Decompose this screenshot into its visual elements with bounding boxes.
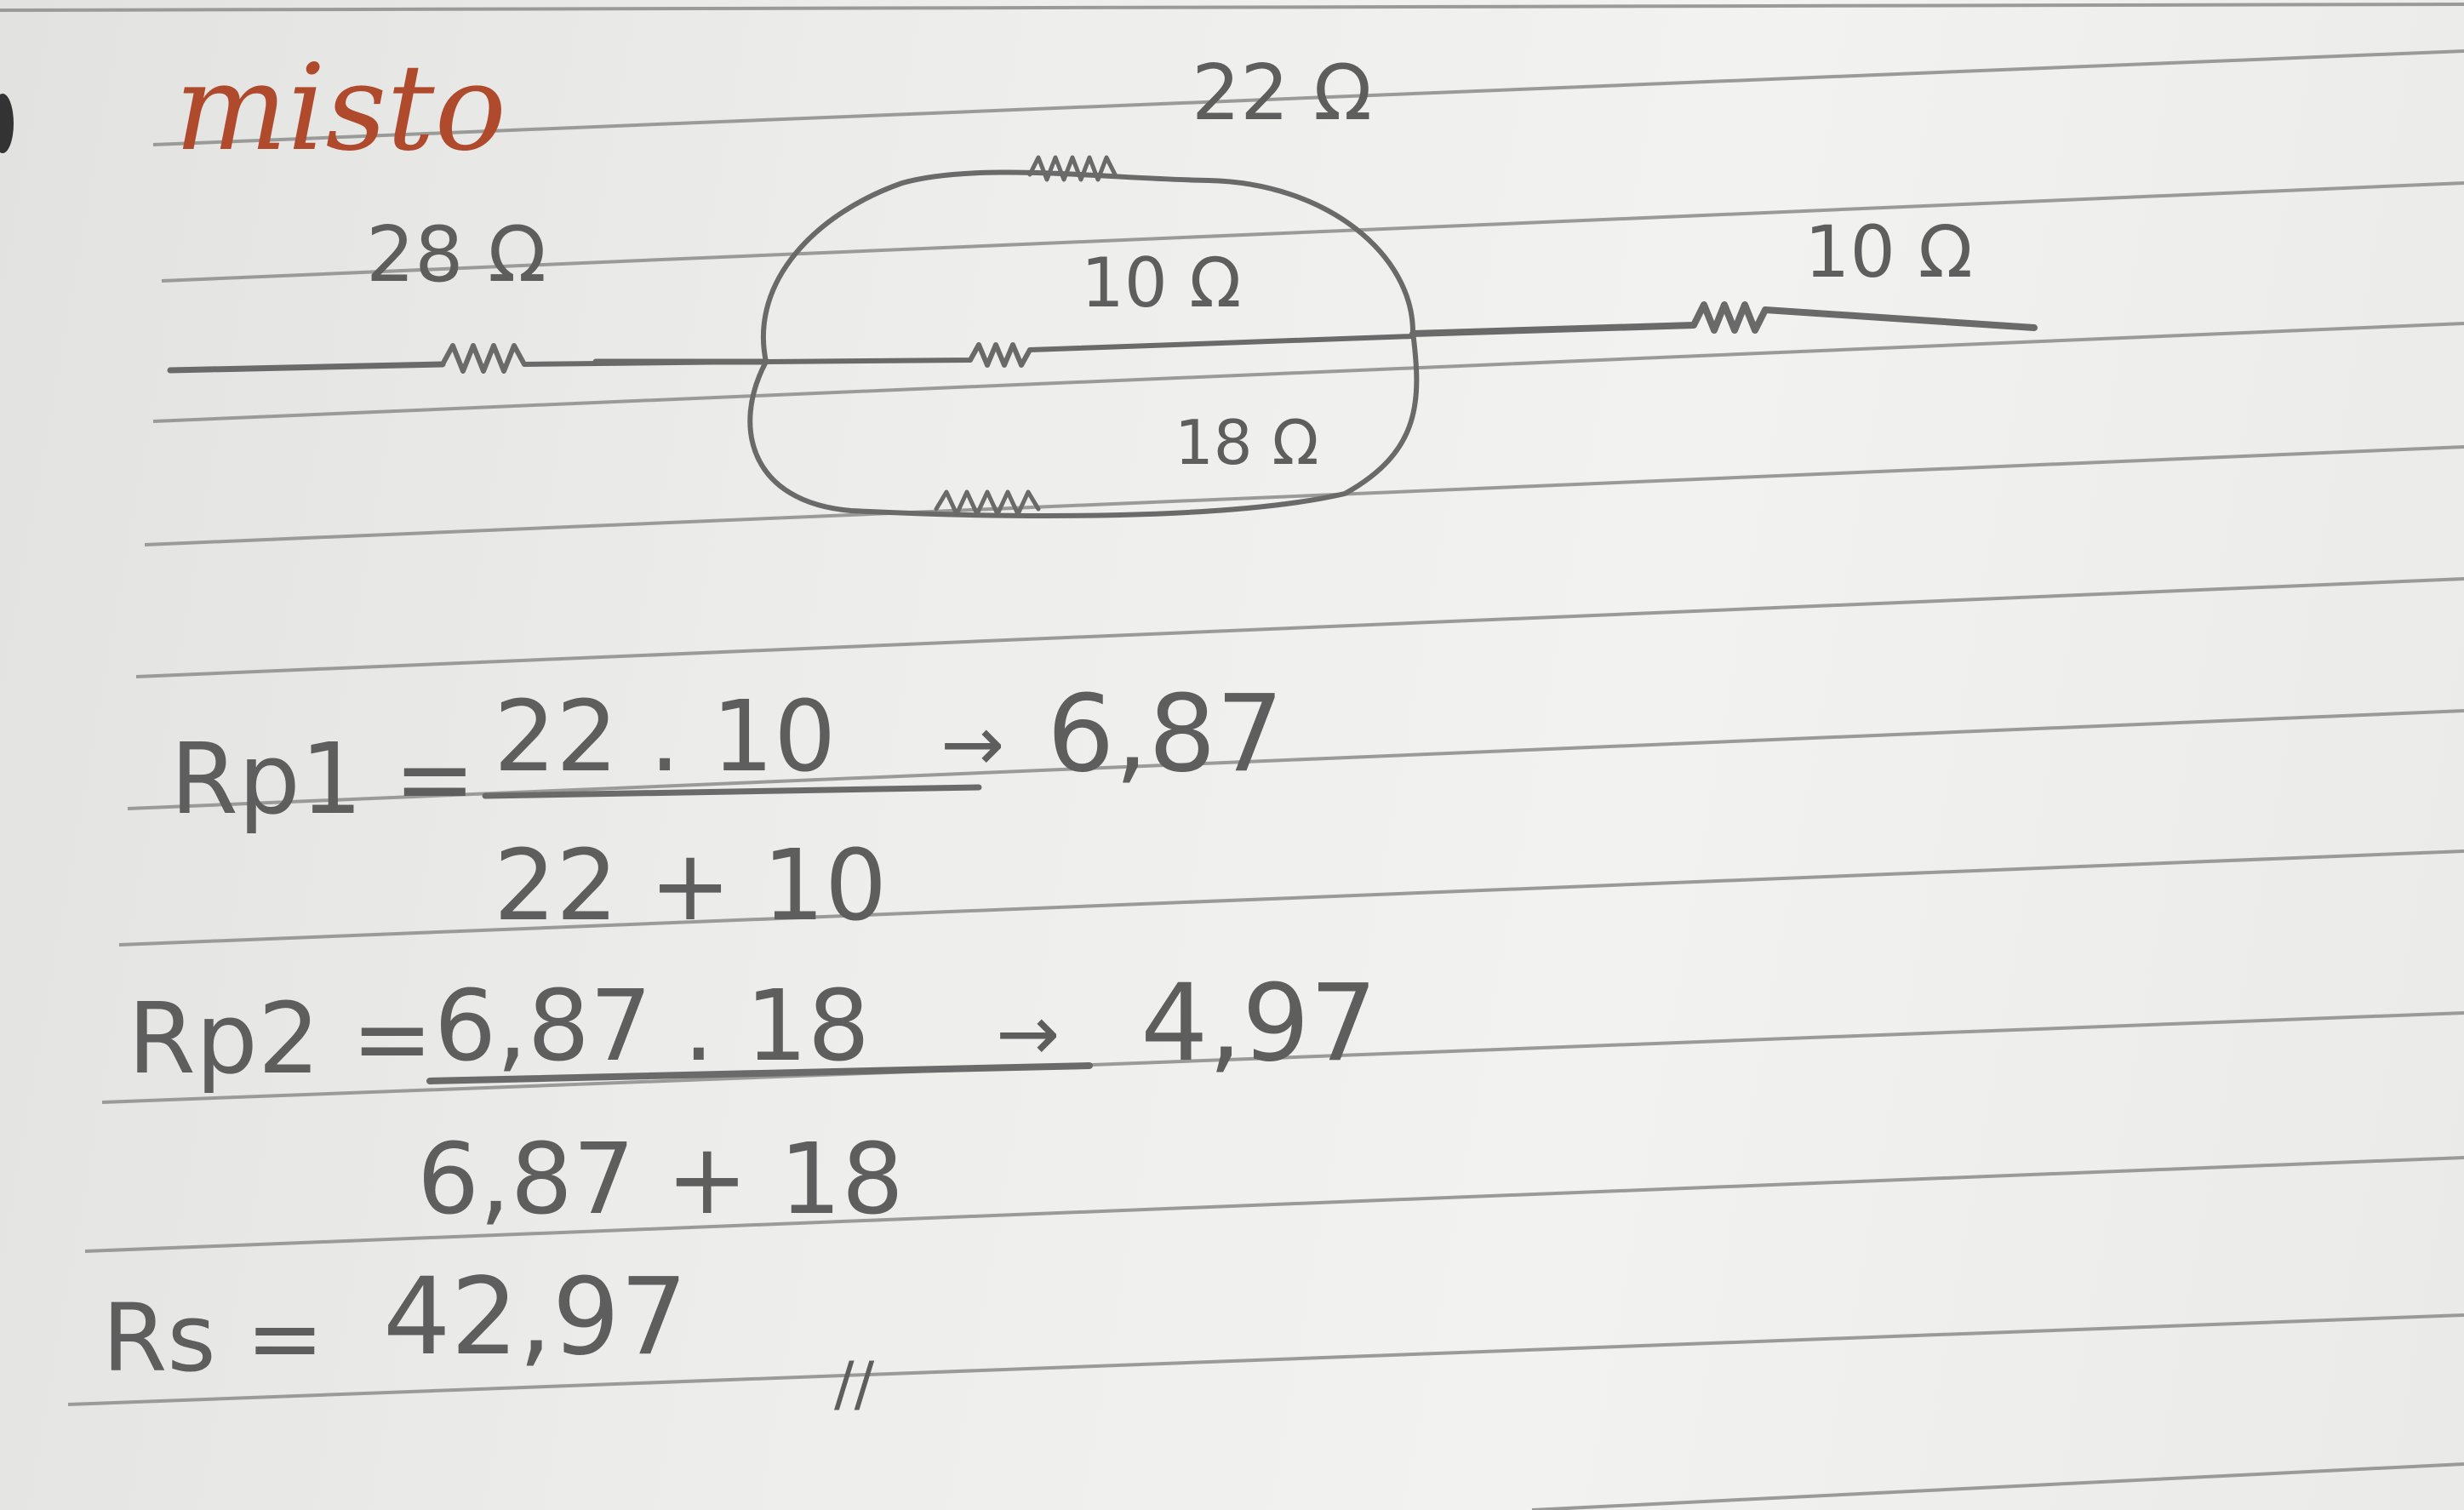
label-28-ohm: 28 Ω bbox=[366, 210, 546, 300]
wire-left bbox=[170, 364, 443, 370]
calc-rp1 bbox=[170, 672, 1283, 943]
rp1-numerator: 22 . 10 bbox=[494, 680, 837, 794]
rp1-label: Rp1 = bbox=[170, 723, 476, 837]
label-10-ohm-right: 10 Ω bbox=[1804, 210, 1973, 294]
rp2-denominator: 6,87 + 18 bbox=[417, 1123, 904, 1237]
calc-rp2 bbox=[128, 962, 1377, 1237]
resistor-10-right bbox=[1413, 305, 2034, 334]
rp2-result: 4,97 bbox=[1141, 962, 1378, 1085]
label-10-ohm-middle: 10 Ω bbox=[1081, 243, 1242, 323]
rs-result: 42,97 bbox=[383, 1255, 688, 1379]
rp1-denominator: 22 + 10 bbox=[494, 829, 888, 943]
label-18-ohm: 18 Ω bbox=[1175, 407, 1319, 478]
rp2-label: Rp2 = bbox=[128, 982, 433, 1096]
label-22-ohm: 22 Ω bbox=[1192, 49, 1372, 138]
calc-rs bbox=[102, 1255, 875, 1419]
resistor-10-middle bbox=[766, 336, 1413, 365]
resistor-28 bbox=[443, 346, 749, 371]
rp1-result: 6,87 bbox=[1047, 672, 1284, 796]
rs-label: Rs = bbox=[102, 1284, 324, 1393]
page-title: misto bbox=[174, 39, 506, 178]
rp2-numerator: 6,87 . 18 bbox=[434, 969, 871, 1084]
rp2-arrow: → bbox=[996, 989, 1060, 1078]
rp1-arrow: → bbox=[940, 700, 1005, 789]
rs-final-mark: // bbox=[834, 1349, 875, 1419]
